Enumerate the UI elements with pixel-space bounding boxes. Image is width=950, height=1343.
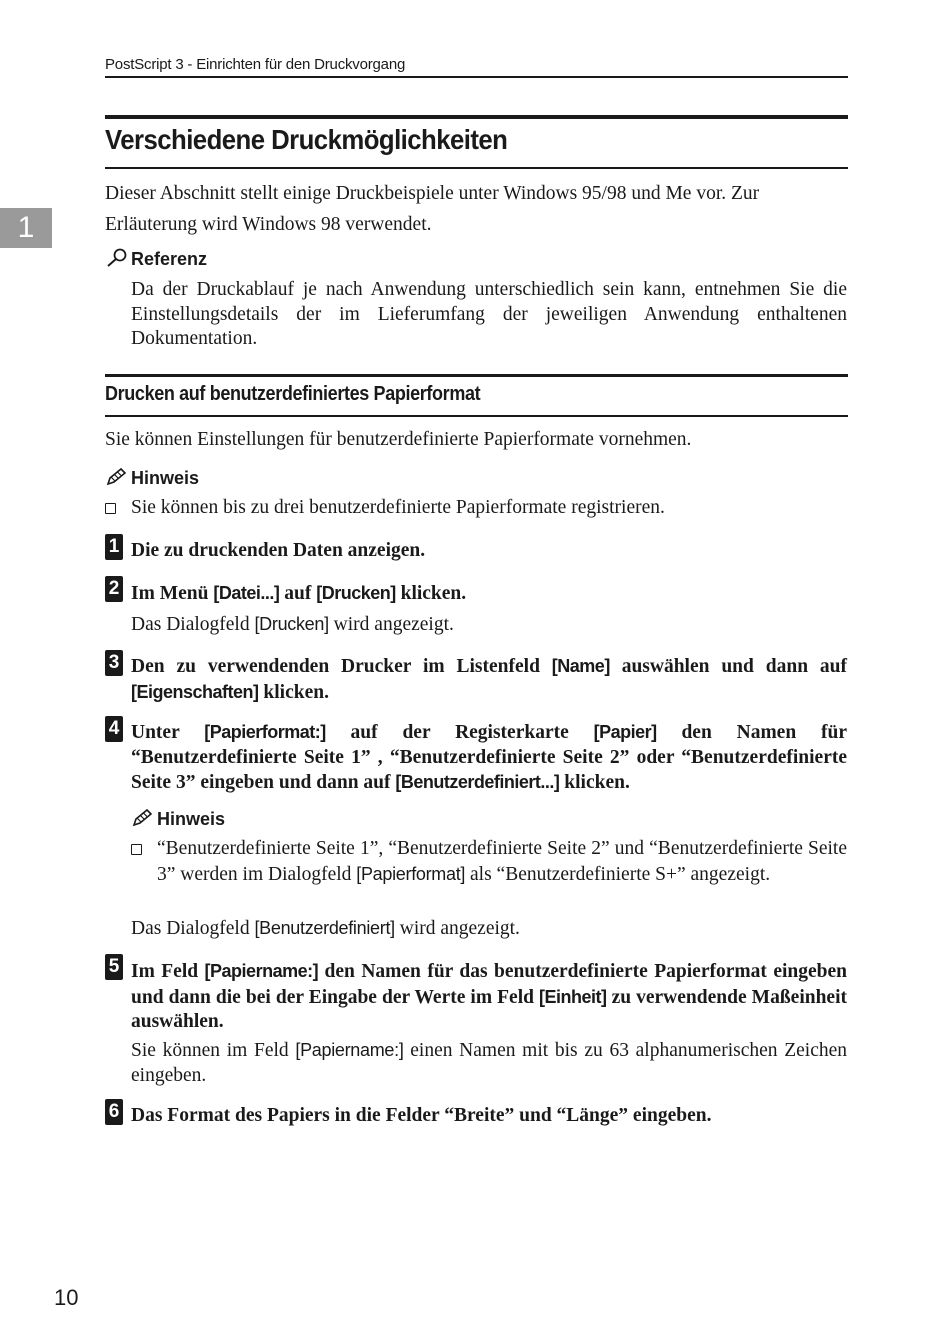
checkbox-bullet-icon [131,844,142,855]
step-1-text: Die zu druckenden Daten anzeigen. [131,540,426,561]
pencil-icon [105,467,129,487]
reference-label: Referenz [131,249,208,269]
step-number: 4 [105,716,123,742]
note-item: “Benutzerdefinierte Seite 1”, “Benutzerdefinierte Seite 2” und “Benutzerdefinierte Seite 3” werden im Dialogfeld [Papierformat] als “Benutzerdefinierte S+” angezeigt. [131,837,847,887]
reference-text: Da der Druckablauf je nach Anwendung unterschiedlich sein kann, entnehmen Sie die Einstellungsdetails der im Lieferumfang der jeweiligen Anwendung enthaltenen Dokumentation. [131,279,847,349]
chapter-tab: 1 [0,208,52,248]
step-number: 3 [105,650,123,676]
step-4-text: Unter [Papierformat:] auf der Registerkarte [Papier] den Namen für “Benutzerdefinierte Seite 1” , “Benutzerdefinierte Seite 2” oder “Benutzerdefinierte Seite 3” eingeben und dann auf [Benutzerdefiniert...] klicken. [131,722,847,793]
section-intro: Dieser Abschnitt stellt einige Druckbeispiele unter Windows 95/98 und Me vor. Zur Erläuterung wird Windows 98 verwendet. [105,183,760,235]
note-item [105,496,850,521]
note-label: Hinweis [157,809,226,829]
step-number: 1 [105,534,123,560]
step-6-text: Das Format des Papiers in die Felder “Breite” und “Länge” eingeben. [131,1105,712,1126]
subsection-title-bottom-rule [105,415,848,417]
note-heading [105,467,199,489]
step-2-text: Im Menü [Datei...] auf [Drucken] klicken. [131,583,467,604]
step-5-result: Sie können im Feld [Papiername:] einen Namen mit bis zu 63 alphanumerischen Zeichen eingeben. [131,1040,847,1086]
subsection-title: Drucken auf benutzerdefiniertes Papierformat [105,383,481,405]
step-number: 6 [105,1099,123,1125]
section-title: Verschiedene Druckmöglichkeiten [105,124,508,155]
section-title-top-rule [105,115,848,119]
step-number: 2 [105,576,123,602]
page-number: 10 [54,1285,79,1310]
subsection-intro: Sie können Einstellungen für benutzerdefinierte Papierformate vornehmen. [105,429,692,450]
pencil-icon [131,808,155,828]
subsection-title-top-rule [105,374,848,377]
note-heading [131,808,225,830]
step-5-text: Im Feld [Papiername:] den Namen für das benutzerdefinierte Papierformat eingeben und dann die bei der Eingabe der Werte im Feld [Einheit] zu verwendende Maßeinheit auswählen. [131,961,847,1032]
checkbox-bullet-icon [105,503,116,514]
running-head: PostScript 3 - Einrichten für den Druckvorgang [105,56,406,73]
note-label: Hinweis [131,468,200,488]
reference-heading [105,248,207,270]
step-number: 5 [105,954,123,980]
step-3-text: Den zu verwendenden Drucker im Listenfeld [Name] auswählen und dann auf [Eigenschaften] klicken. [131,656,847,703]
header-rule [105,76,848,78]
magnifier-icon [105,248,129,268]
note-item-text: Sie können bis zu drei benutzerdefinierte Papierformate registrieren. [131,497,665,518]
step-4-result: Das Dialogfeld [Benutzerdefiniert] wird angezeigt. [131,918,520,939]
step-2-result: Das Dialogfeld [Drucken] wird angezeigt. [131,614,454,635]
section-title-bottom-rule [105,167,848,169]
